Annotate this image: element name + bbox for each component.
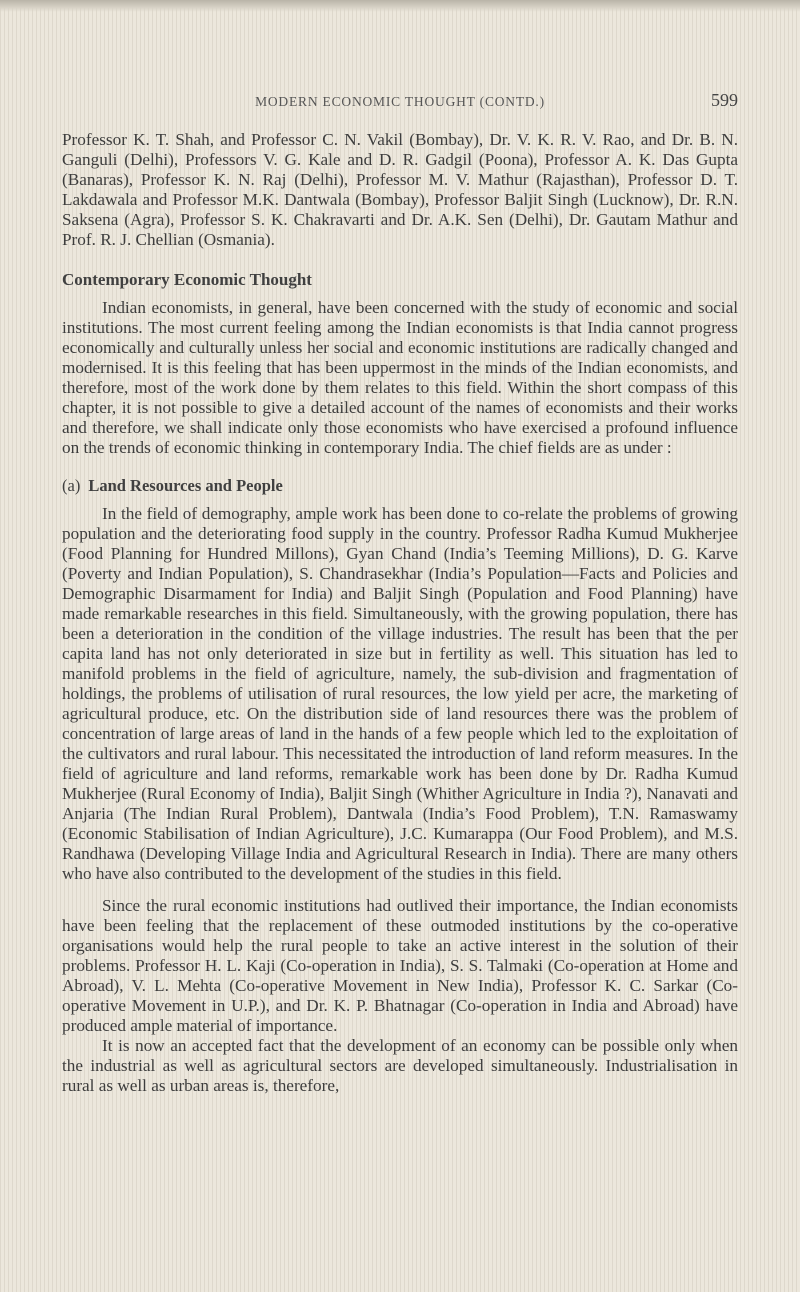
paragraph-cooperation: Since the rural economic institutions had outlived their importance, the Indian economists have been feeling that the replacement of these outmoded institutions by the co-operative organisations would help the rural people to take an active interest in the solution of their problems. Professor H. L. Kaji (Co-operation in India), S. S. Talmaki (Co-operation at Home and Abroad), V. L. Mehta (Co-operative Movement in New India), Professor K. C. Sarkar (Co-operative Movement in U.P.), and Dr. K. P. Bhatnagar (Co-operation in India and Abroad) have produced ample material of importance.	[62, 896, 738, 1035]
section-heading: Contemporary Economic Thought	[62, 270, 312, 289]
page-top-edge	[0, 0, 800, 12]
paragraph-gap	[62, 884, 738, 896]
paragraph-demography: In the field of demography, ample work has been done to co-relate the problems of growing population and the deteriorating food supply in the country. Professor Radha Kumud Mukherjee (Food Planning for Hundred Millons), Gyan Chand (India’s Teeming Millions), D. G. Karve (Poverty and Indian Population), S. Chandrasekhar (India’s Population—Facts and Policies and Demographic Disarmament for India) and Baljit Singh (Population and Food Planning) have made remarkable researches in this field. Simultaneously, with the growing population, there has been a deterioration in the condition of the village industries. The result has been that the per capita land has not only deteriorated in size but in fertility as well. This situation has led to manifold problems in the field of agriculture, namely, the sub-division and fragmentation of holdings, the problems of utilisation of rural resources, the low yield per acre, the marketing of agricultural produce, etc. On the distribution side of land resources there was the problem of concentration of large areas of land in the hands of a few people which led to the exploitation of the cultivators and rural labour. This necessitated the introduction of land reform measures. In the field of agriculture and land reforms, remarkable work has been done by Dr. Radha Kumud Mukherjee (Rural Economy of India), Baljit Singh (Whither Agriculture in India ?), Nanavati and Anjaria (The Indian Rural Problem), Dantwala (India’s Food Problem), T.N. Ramaswamy (Economic Stabilisation of Indian Agriculture), J.C. Kumarappa (Our Food Problem), and M.S. Randhawa (Developing Village India and Agricultural Research in India). There are many others who have also contributed to the development of the studies in this field.	[62, 504, 738, 883]
page-number: 599	[711, 90, 738, 110]
subsection-heading	[62, 476, 738, 496]
subsection-label: (a)	[62, 476, 81, 495]
running-head: MODERN ECONOMIC THOUGHT (CONTD.)	[255, 94, 545, 109]
paragraph-development: It is now an accepted fact that the development of an economy can be possible only when the industrial as well as agricultural sectors are developed simultaneously. Industrialisation in rural as well as urban areas is, therefore,	[62, 1036, 738, 1095]
book-page	[62, 88, 738, 1096]
paragraph-intro: Indian economists, in general, have been concerned with the study of economic and social institutions. The most current feeling among the Indian economists is that India cannot progress economically and culturally unless her social and economic institutions are radically changed and modernised. It is this feeling that has been uppermost in the minds of the Indian economists, and therefore, most of the work done by them relates to this field. Within the short compass of this chapter, it is not possible to give a detailed account of the names of economists and their works and therefore, we shall indicate only those economists who have exercised a profound influence on the trends of economic thinking in contemporary India. The chief fields are as under :	[62, 298, 738, 457]
subsection-title: Land Resources and People	[88, 476, 283, 495]
paragraph-contributors: Professor K. T. Shah, and Professor C. N. Vakil (Bombay), Dr. V. K. R. V. Rao, and Dr. B. N. Ganguli (Delhi), Professors V. G. Kale and D. R. Gadgil (Poona), Professor A. K. Das Gupta (Banaras), Professor K. N. Raj (Delhi), Professor M. V. Mathur (Rajasthan), Professor D. T. Lakdawala and Professor M.K. Dantwala (Bombay), Professor Baljit Singh (Lucknow), Dr. R.N. Saksena (Agra), Professor S. K. Chakravarti and Dr. A.K. Sen (Delhi), Dr. Gautam Mathur and Prof. R. J. Chellian (Osmania).	[62, 130, 738, 249]
page-header	[62, 88, 738, 118]
